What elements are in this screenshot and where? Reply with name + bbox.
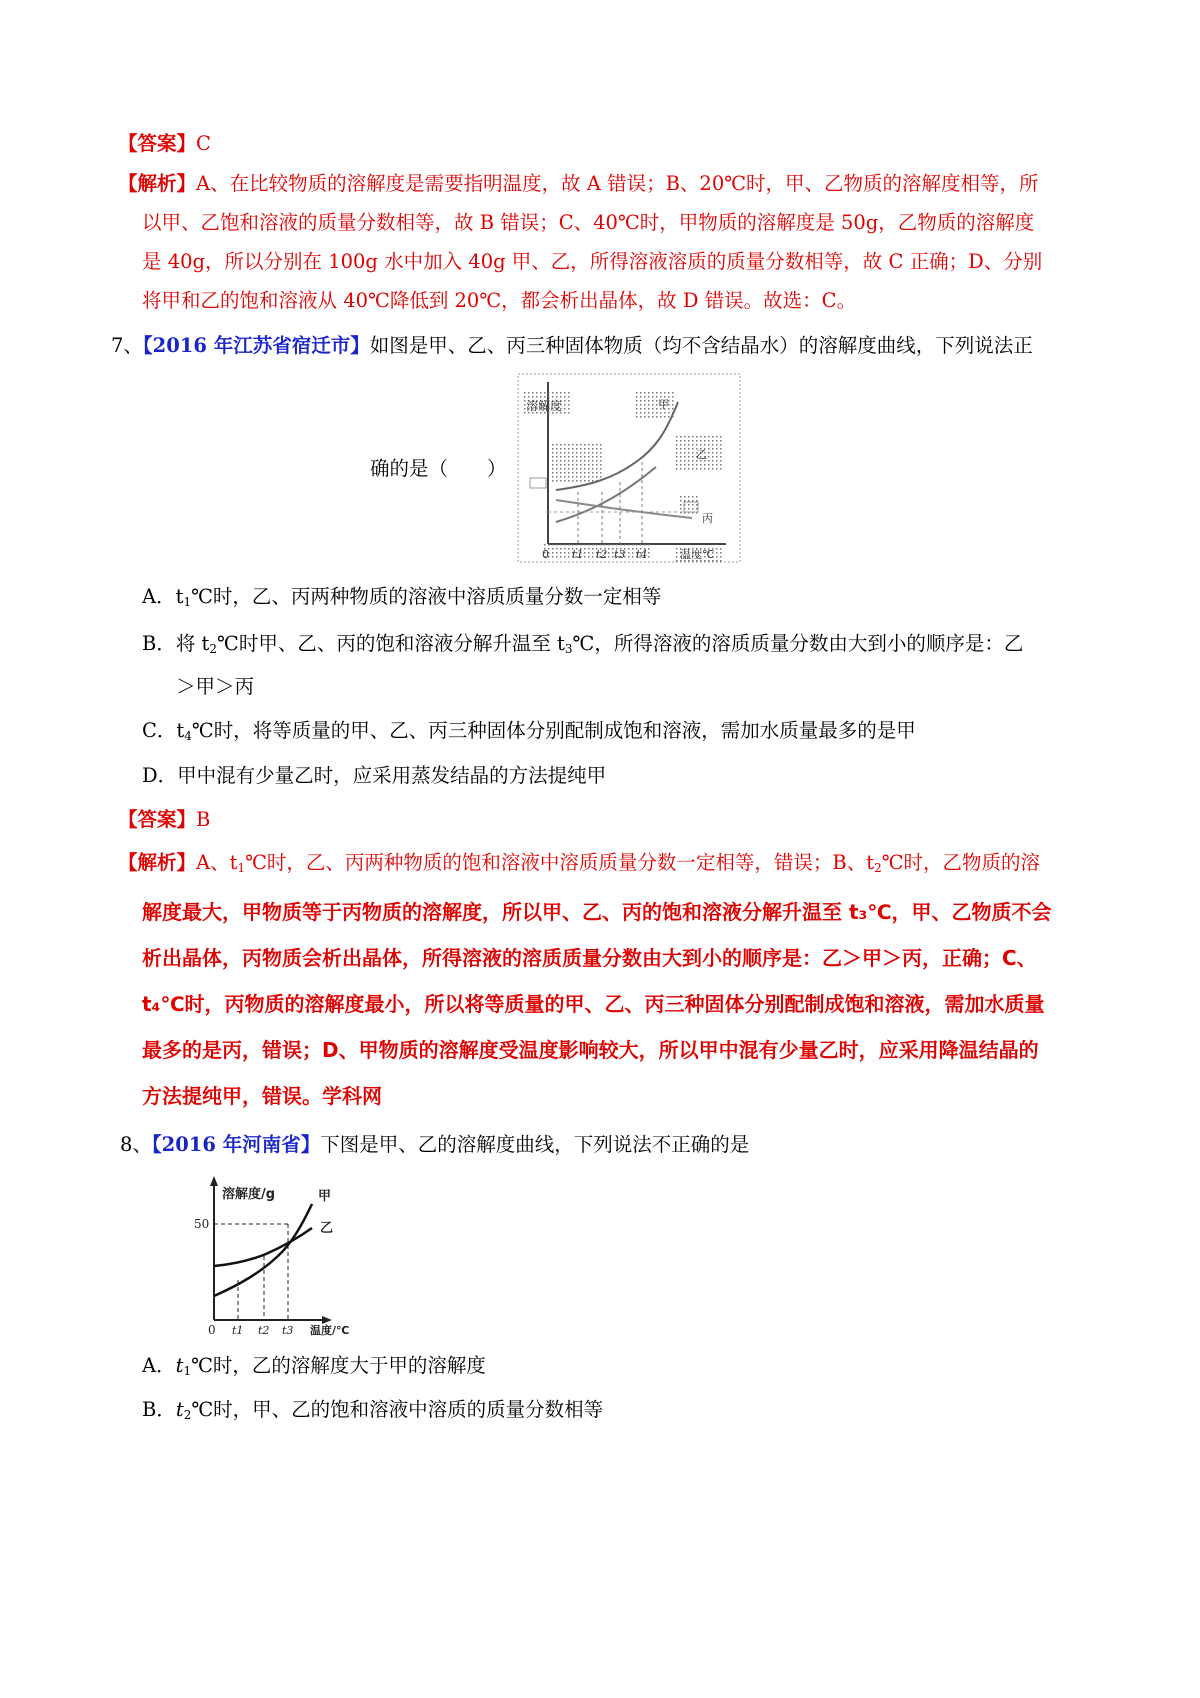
q7-option-d: D．甲中混有少量乙时，应采用蒸发结晶的方法提纯甲 (142, 764, 607, 787)
prev-analysis-line-4: 将甲和乙的饱和溶液从 40℃降低到 20℃，都会析出晶体，故 D 错误。故选：C。 (142, 289, 857, 312)
answer-label: 【答案】 (118, 808, 197, 831)
q8-ylabel: 溶解度/g (222, 1187, 276, 1202)
q8-label-jia: 甲 (318, 1189, 332, 1204)
q7-ylabel: 溶解度 (526, 399, 563, 413)
q7-label-bing: 丙 (702, 512, 713, 525)
q8-label-yi: 乙 (320, 1221, 334, 1236)
q7-option-b: B．将 $t_2℃$时甲、乙、丙的饱和溶液分解升温至 $t_3℃$，所得溶液的溶质质量分数由大到小的顺序是：乙 (142, 632, 1024, 656)
q7-option-b-cont: ＞甲＞丙 (176, 675, 255, 698)
q8-source: 【2016 年河南省】 (151, 1133, 321, 1156)
analysis-label: 【解析】 (118, 851, 197, 874)
q7-stem-text: 如图是甲、乙、丙三种固体物质（均不含结晶水）的溶解度曲线，下列说法正 (369, 334, 1033, 357)
q7-tick-t4: t4 (636, 548, 648, 561)
prev-analysis-line-3: 是 40g，所以分别在 100g 水中加入 40g 甲、乙，所得溶液溶质的质量分数相等，故 C 正确；D、分别 (142, 250, 1043, 273)
q8-option-a: A．$t_1℃$时，乙的溶解度大于甲的溶解度 (142, 1354, 486, 1378)
q8-stem-text: 下图是甲、乙的溶解度曲线，下列说法不正确的是 (320, 1133, 750, 1156)
q8-ytick-50: 50 (194, 1217, 210, 1231)
q7-label-jia: 甲 (658, 398, 669, 411)
q8-stem (120, 1131, 749, 1159)
q8-xlabel: 温度/℃ (310, 1324, 350, 1336)
q7-option-c: C．$t_4℃$时，将等质量的甲、乙、丙三种固体分别配制成饱和溶液，需加水质量最多的是甲 (142, 719, 916, 743)
answer-value: C (196, 132, 211, 155)
q7-origin: 0 (542, 548, 549, 561)
analysis-label: 【解析】 (118, 172, 197, 195)
q8-solubility-figure (186, 1172, 382, 1336)
q8-option-b: B．$t_2℃$时，甲、乙的饱和溶液中溶质的质量分数相等 (142, 1398, 604, 1422)
q7-tick-t2: t2 (596, 548, 608, 561)
q7-number: 7、 (111, 334, 143, 357)
q7-solubility-figure (516, 372, 742, 564)
prev-analysis-line-1: 【解析】A、在比较物质的溶解度是需要指明温度，故 A 错误；B、20℃时，甲、乙物质的溶解度相等，所 (118, 172, 1039, 195)
q7-analysis-line-6: 方法提纯甲，错误。学科网 (142, 1084, 382, 1108)
q7-stem (111, 332, 1033, 360)
q8-tick-t3: t3 (282, 1324, 294, 1336)
q7-stem-cont: 确的是（ ） (370, 457, 507, 480)
q7-analysis-line-2: 解度最大，甲物质等于丙物质的溶解度，所以甲、乙、丙的饱和溶液分解升温至 t₃℃，甲、乙物质不会 (142, 900, 1052, 924)
q7-analysis-line-1: 【解析】A、$t_1℃$时，乙、丙两种物质的饱和溶液中溶质质量分数一定相等，错误；B、$t_2℃$时，乙物质的溶 (118, 851, 1041, 875)
q7-answer (118, 806, 210, 834)
q7-xlabel: 温度℃ (680, 548, 715, 561)
q7-tick-t1: t1 (572, 548, 584, 561)
q8-origin: 0 (208, 1323, 216, 1336)
q7-analysis-line-5: 最多的是丙，错误；D、甲物质的溶解度受温度影响较大，所以甲中混有少量乙时，应采用降温结晶的 (142, 1038, 1039, 1062)
q7-analysis-line-3: 析出晶体，丙物质会析出晶体，所得溶液的溶质质量分数由大到小的顺序是：乙＞甲＞丙，正确；C、 (142, 946, 1037, 970)
prev-answer (118, 130, 211, 158)
q7-analysis-line-4: t₄℃时，丙物质的溶解度最小，所以将等质量的甲、乙、丙三种固体分别配制成饱和溶液，需加水质量 (142, 992, 1045, 1016)
q8-number: 8、 (120, 1133, 152, 1156)
q8-tick-t2: t2 (258, 1324, 270, 1336)
q7-label-yi: 乙 (696, 448, 707, 461)
q8-tick-t1: t1 (232, 1324, 244, 1336)
q7-option-a: A．$t_1℃$时，乙、丙两种物质的溶液中溶质质量分数一定相等 (142, 585, 662, 609)
answer-value: B (196, 808, 211, 831)
q7-tick-t3: t3 (614, 548, 626, 561)
prev-analysis-line-2: 以甲、乙饱和溶液的质量分数相等，故 B 错误；C、40℃时，甲物质的溶解度是 50g，乙物质的溶解度 (142, 211, 1035, 234)
answer-label: 【答案】 (118, 132, 197, 155)
q7-source: 【2016 年江苏省宿迁市】 (142, 334, 370, 357)
